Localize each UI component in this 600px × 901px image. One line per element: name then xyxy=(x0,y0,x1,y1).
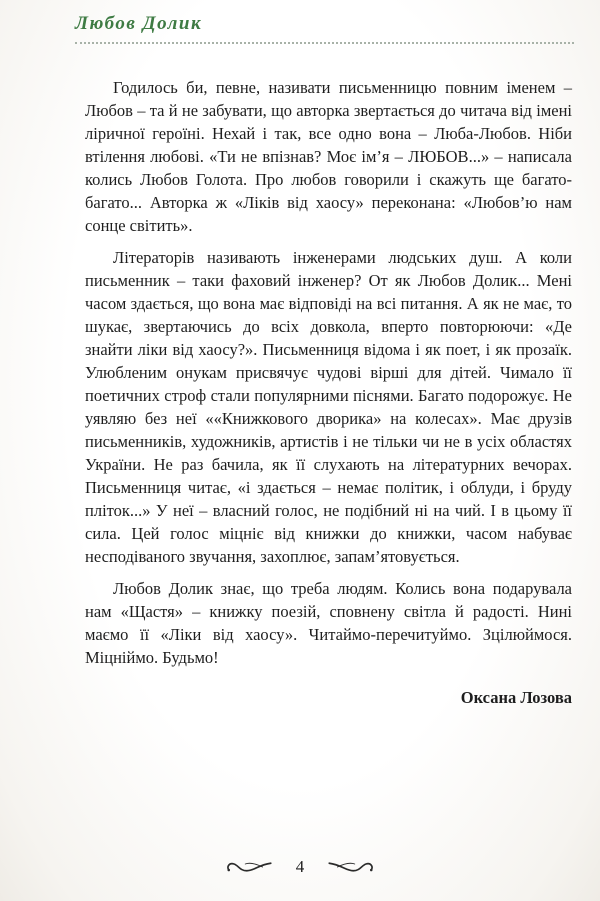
paragraph-2: Літераторів називають інженерами людських душ. А коли письменник – таки фаховий інженер? От як Любов Долик... Мені часом здається, що вона має відповіді на всі питання. А як не має, то шукає, звертаючись до всіх довкола, вперто повторюючи: «Де знайти ліки від хаосу?». Письменниця відома і як поет, і як прозаїк. Улюбленим онукам присвячує чудові вірші для дітей. Чимало її поетичних строф стали популярними піснями. Багато подорожує. Не уявляю без неї ««Книжкового дворика» на колесах». Має друзів письменників, художників, артистів і не тільки чи не в усіх областях України. Не раз бачила, як її слухають на літературних вечорах. Письменниця читає, «і здається – немає політик, і облуди, і бруду пліток...» У неї – власний голос, не подібний ні на чий. І в цьому її сила. Цей голос міцніє від книжки до книжки, часом набуває несподіваного звучання, захоплює, запам’ятовується. xyxy=(85,248,572,566)
paragraph-3: Любов Долик знає, що треба людям. Колись вона подарувала нам «Щастя» – книжку поезій, сповнену світла й радості. Нині маємо її «Ліки від хаосу». Читаймо-перечитуймо. Зцілюймося. Міцніймо. Будьмо! xyxy=(85,579,572,667)
dotted-rule xyxy=(75,42,574,44)
running-header-author: Любов Долик xyxy=(75,13,203,34)
page-number: 4 xyxy=(295,857,305,876)
page-footer xyxy=(0,857,600,877)
author-signature: Оксана Лозова xyxy=(460,688,572,707)
flourish-left-icon xyxy=(225,858,273,876)
page-header xyxy=(75,13,574,44)
flourish-right-icon xyxy=(327,858,375,876)
body-text xyxy=(85,76,572,709)
paragraph-1: Годилось би, певне, називати письменницю повним іменем – Любов – та й не забувати, що авторка звертається до читача від імені ліричної героїні. Нехай і так, все одно вона – Люба-Любов. Ніби втілення любові. «Ти не впізнав? Моє ім’я – ЛЮБОВ...» – написала колись Любов Голота. Про любов говорили і скажуть ще багато-багато... Авторка ж «Ліків від хаосу» переконана: «Любов’ю нам сонце світить». xyxy=(85,78,572,235)
